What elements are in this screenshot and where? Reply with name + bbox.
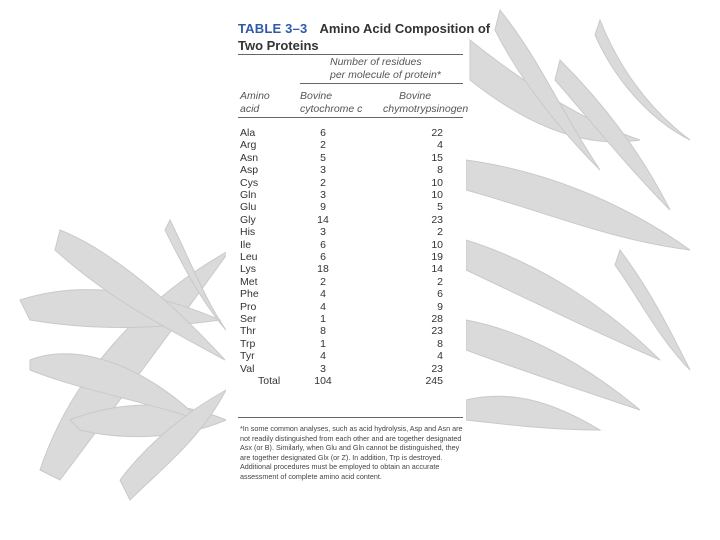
- total-cytochrome: 104: [314, 375, 332, 387]
- chymotrypsinogen-value-cell: 23: [431, 213, 443, 226]
- amino-acid-cell: Cys: [240, 176, 259, 189]
- chymotrypsinogen-value-cell: 28: [431, 313, 443, 325]
- amino-acid-cell: Val: [240, 362, 255, 375]
- table-footnote: *In some common analyses, such as acid hydrolysis, Asp and Asn are not readily distinguished from each other and are together designated Asx (or B). Similarly, when Glu and Gln cannot be distinguished, they are together designated Glx (or Z). In addition, Trp is destroyed. Additional procedures must be employed to obtain an accurate assessment of complete amino acid content.: [240, 424, 463, 481]
- table-title-line1: Amino Acid Composition of: [319, 21, 491, 36]
- cytochrome-value-cell: 3: [320, 226, 326, 239]
- cytochrome-value-cell: 3: [320, 189, 326, 201]
- chymotrypsinogen-value-cell: 5: [437, 201, 443, 214]
- chymotrypsinogen-value-cell: 23: [431, 325, 443, 338]
- amino-acid-cell: Tyr: [240, 350, 255, 363]
- chymotrypsinogen-value-cell: 10: [431, 189, 443, 201]
- amino-acid-cell: Ile: [240, 238, 252, 251]
- cytochrome-value-cell: 2: [320, 176, 326, 189]
- amino-acid-cell: Arg: [240, 139, 257, 152]
- chymotrypsinogen-value-cell: 15: [431, 151, 443, 164]
- cytochrome-value-cell: 5: [320, 151, 326, 164]
- cytochrome-value-cell: 6: [320, 127, 326, 139]
- cytochrome-value-cell: 4: [320, 288, 326, 301]
- chymotrypsinogen-value-cell: 8: [437, 337, 443, 350]
- cytochrome-value-cell: 4: [320, 350, 326, 363]
- chymotrypsinogen-value-cell: 10: [431, 238, 443, 251]
- chymotrypsinogen-value-cell: 10: [431, 176, 443, 189]
- cytochrome-value-cell: 1: [320, 337, 326, 350]
- cytochrome-value-cell: 1: [320, 313, 326, 325]
- column-header-cytochrome: Bovine cytochrome c: [300, 90, 363, 115]
- cytochrome-value-cell: 6: [320, 251, 326, 263]
- column-header-chymotrypsinogen: Bovine chymotrypsinogen: [383, 90, 469, 115]
- cytochrome-value-cell: 18: [317, 263, 329, 276]
- chymotrypsinogen-value-cell: 14: [431, 263, 443, 276]
- cytochrome-value-cell: 3: [320, 164, 326, 177]
- chymotrypsinogen-value-cell: 9: [437, 300, 443, 313]
- bottom-rule: [238, 417, 463, 418]
- amino-acid-cell: Phe: [240, 288, 259, 301]
- amino-acid-cell: Ser: [240, 313, 257, 325]
- amino-acid-cell: Ala: [240, 127, 256, 139]
- amino-acid-cell: Met: [240, 275, 258, 288]
- amino-acid-cell: Leu: [240, 251, 258, 263]
- amino-acid-cell: Asp: [240, 164, 259, 177]
- table-number: TABLE 3–3: [238, 21, 308, 36]
- cytochrome-value-cell: 14: [317, 213, 329, 226]
- amino-acid-cell: Trp: [240, 337, 256, 350]
- cytochrome-value-cell: 2: [320, 139, 326, 152]
- header-rule: [238, 117, 463, 118]
- cytochrome-value-cell: 9: [320, 201, 326, 214]
- spanner-rule: [300, 83, 463, 84]
- cytochrome-value-cell: 6: [320, 238, 326, 251]
- total-label: Total: [258, 375, 281, 387]
- chymotrypsinogen-value-cell: 2: [437, 275, 443, 288]
- chymotrypsinogen-value-cell: 19: [431, 251, 443, 263]
- table-title: [238, 20, 490, 54]
- amino-acid-cell: Lys: [240, 263, 256, 276]
- amino-acid-cell: Glu: [240, 201, 257, 214]
- column-header-amino-acid: Amino acid: [240, 90, 270, 115]
- cytochrome-value-cell: 2: [320, 275, 326, 288]
- chymotrypsinogen-value-cell: 8: [437, 164, 443, 177]
- amino-acid-cell: His: [240, 226, 256, 239]
- amino-acid-cell: Pro: [240, 300, 257, 313]
- chymotrypsinogen-value-cell: 22: [431, 127, 443, 139]
- chymotrypsinogen-value-cell: 2: [437, 226, 443, 239]
- amino-acid-cell: Gly: [240, 213, 256, 226]
- spanner-header: Number of residues per molecule of protein*: [330, 56, 441, 81]
- table-title-line2: Two Proteins: [238, 38, 319, 53]
- cytochrome-value-cell: 4: [320, 300, 326, 313]
- chymotrypsinogen-value-cell: 4: [437, 139, 443, 152]
- amino-acid-cell: Gln: [240, 189, 257, 201]
- chymotrypsinogen-value-cell: 6: [437, 288, 443, 301]
- chymotrypsinogen-value-cell: 4: [437, 350, 443, 363]
- amino-acid-cell: Thr: [240, 325, 256, 338]
- cytochrome-value-cell: 8: [320, 325, 326, 338]
- total-chymotrypsinogen: 245: [425, 375, 443, 387]
- top-rule: [238, 54, 463, 55]
- amino-acid-cell: Asn: [240, 151, 259, 164]
- cytochrome-value-cell: 3: [320, 362, 326, 375]
- chymotrypsinogen-value-cell: 23: [431, 362, 443, 375]
